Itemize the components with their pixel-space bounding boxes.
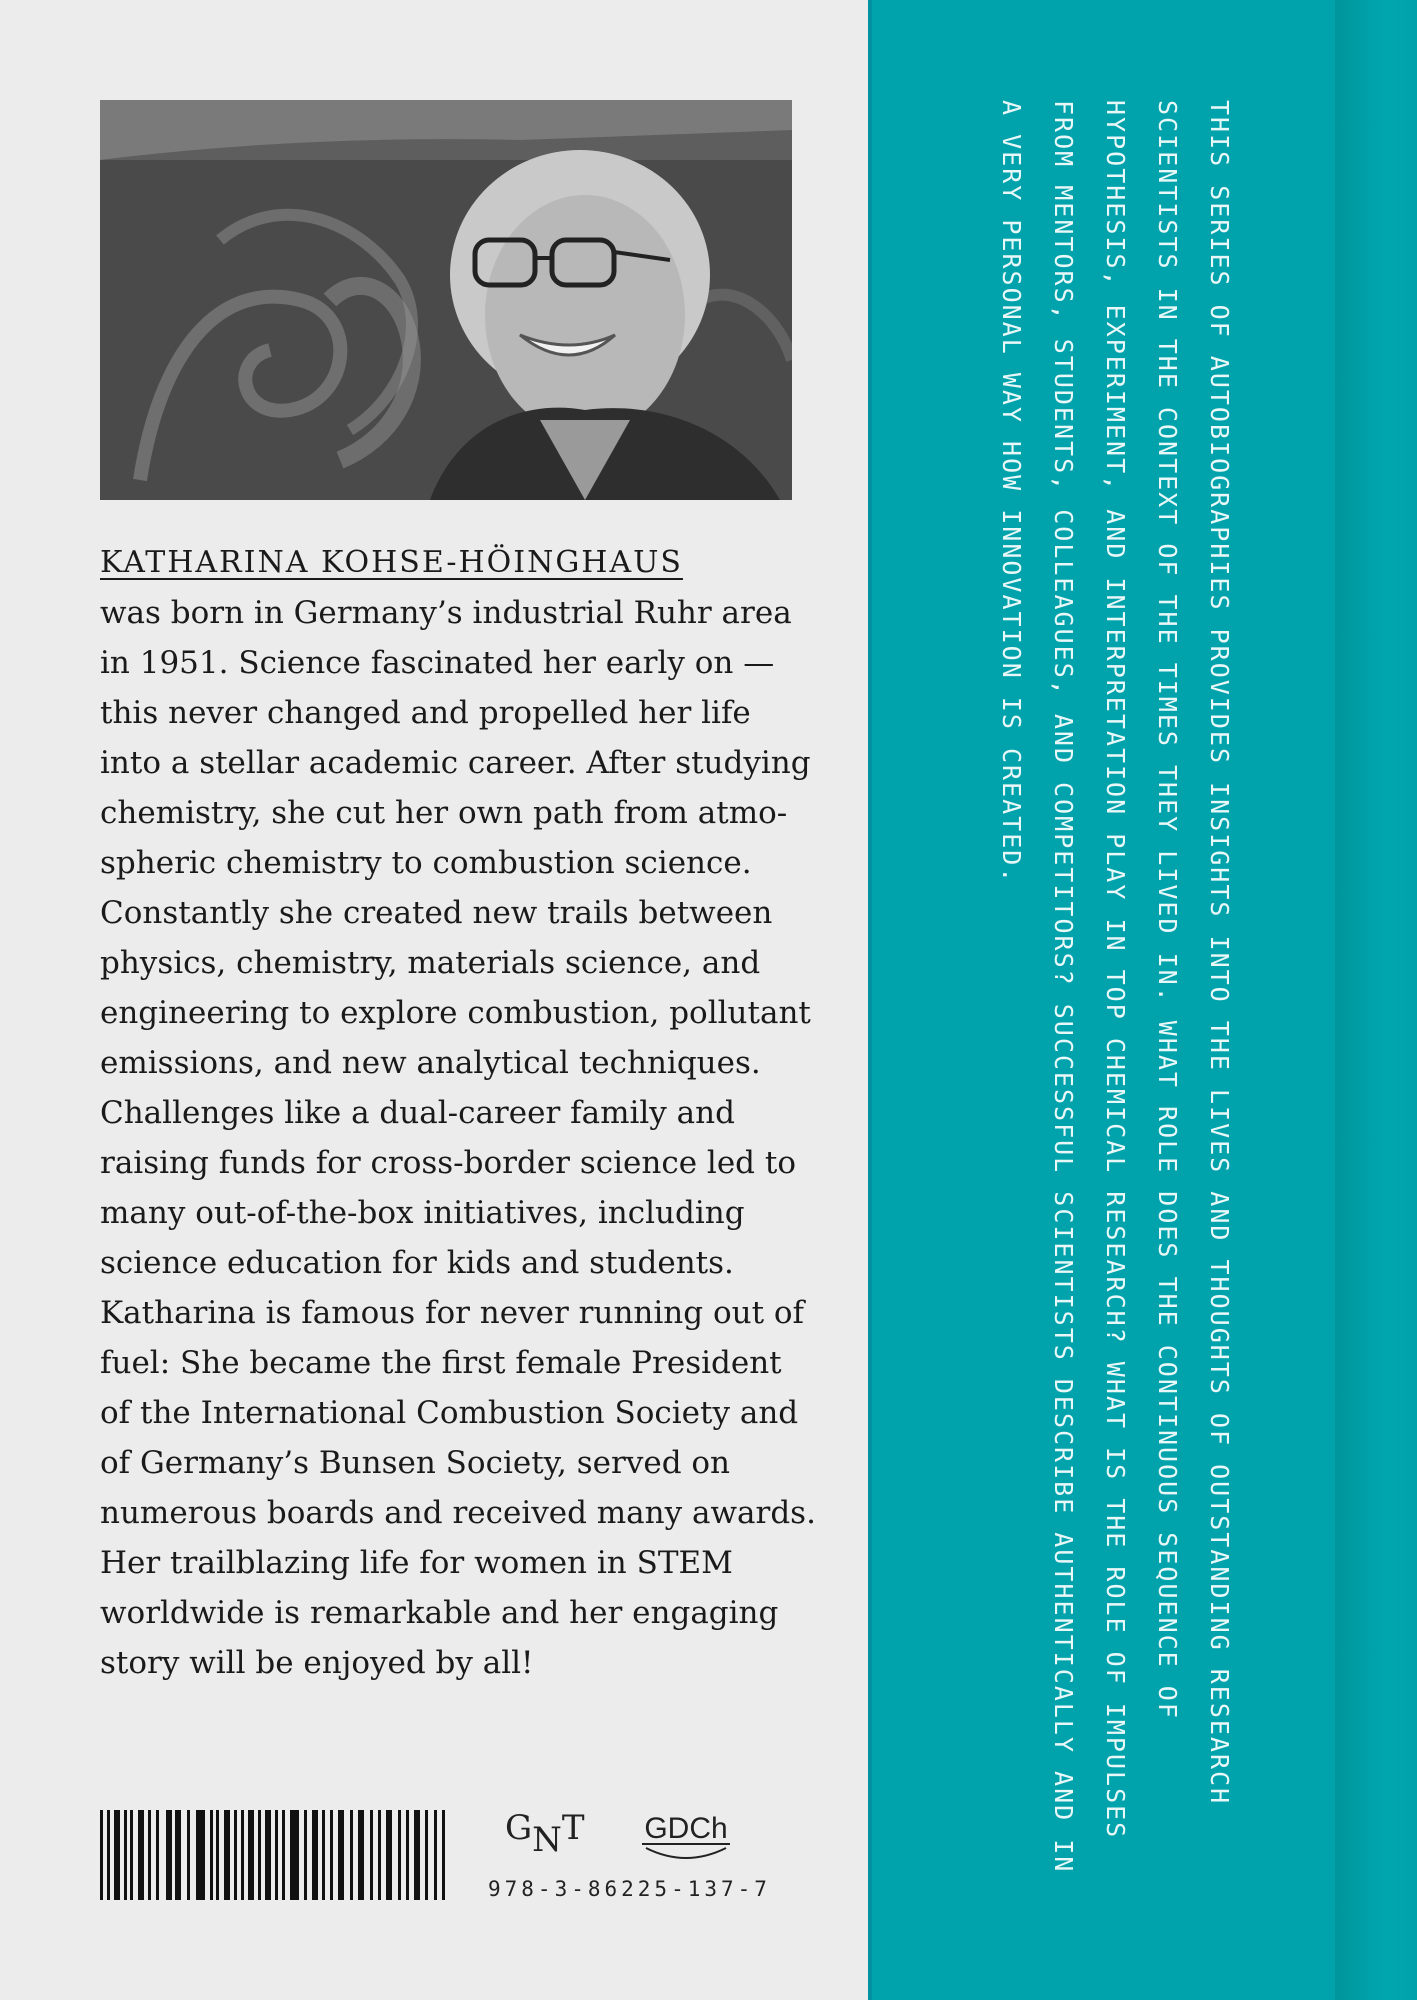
spine-edge [1335,0,1417,2000]
isbn-number: 978-3-86225-137-7 [488,1877,771,1901]
author-name: KATHARINA KOHSE-HÖINGHAUS [100,545,683,580]
series-blurb: THIS SERIES OF AUTOBIOGRAPHIES PROVIDES INSIGHTS INTO THE LIVES AND THOUGHTS OF OUTSTANDING RESEARCH SCIENTISTS IN THE CONTEXT OF THE TIMES THEY LIVED IN. WHAT ROLE DOES THE CONTINUOUS SEQUENCE OF HYPOTHESIS, EXPERIMENT, AND INTERPRETATION PLAY IN TOP CHEMICAL RESEARCH? WHAT IS THE ROLE OF IMPULSES FROM MENTORS, STUDENTS, COLLEAGUES, AND COMPETITORS? SUCCESSFUL SCIENTISTS DESCRIBE AUTHENTICALLY AND IN A VERY PERSONAL WAY HOW INNOVATION IS CREATED. [997,100,1234,1874]
author-photo [100,100,792,500]
gdch-logo-text: GDCh [644,1812,728,1845]
gdch-publisher-logo [636,1808,736,1862]
author-bio [100,538,820,1688]
bio-text: was born in Germany’s industrial Ruhr area in 1951. Science fascinated her early on — this never changed and propelled her life into a stellar academic career. After studying chemistry, she cut her own path from atmo-spheric chemistry to combustion science. Constantly she created new trails between physics, chemistry, materials science, and engineering to explore combustion, pollutant emissions, and new analytical techniques. Challenges like a dual-career family and raising funds for cross-border science led to many out-of-the-box initiatives, including science education for kids and students. Katharina is famous for never running out of fuel: She became the first female President of the International Combustion Society and of Germany’s Bunsen Society, served on numerous boards and received many awards. Her trailblazing life for women in STEM worldwide is remarkable and her engaging story will be enjoyed by all! [100,595,816,1681]
barcode [100,1810,448,1900]
panel-divider [868,0,872,2000]
gnt-publisher-logo: GNT [505,1808,585,1860]
